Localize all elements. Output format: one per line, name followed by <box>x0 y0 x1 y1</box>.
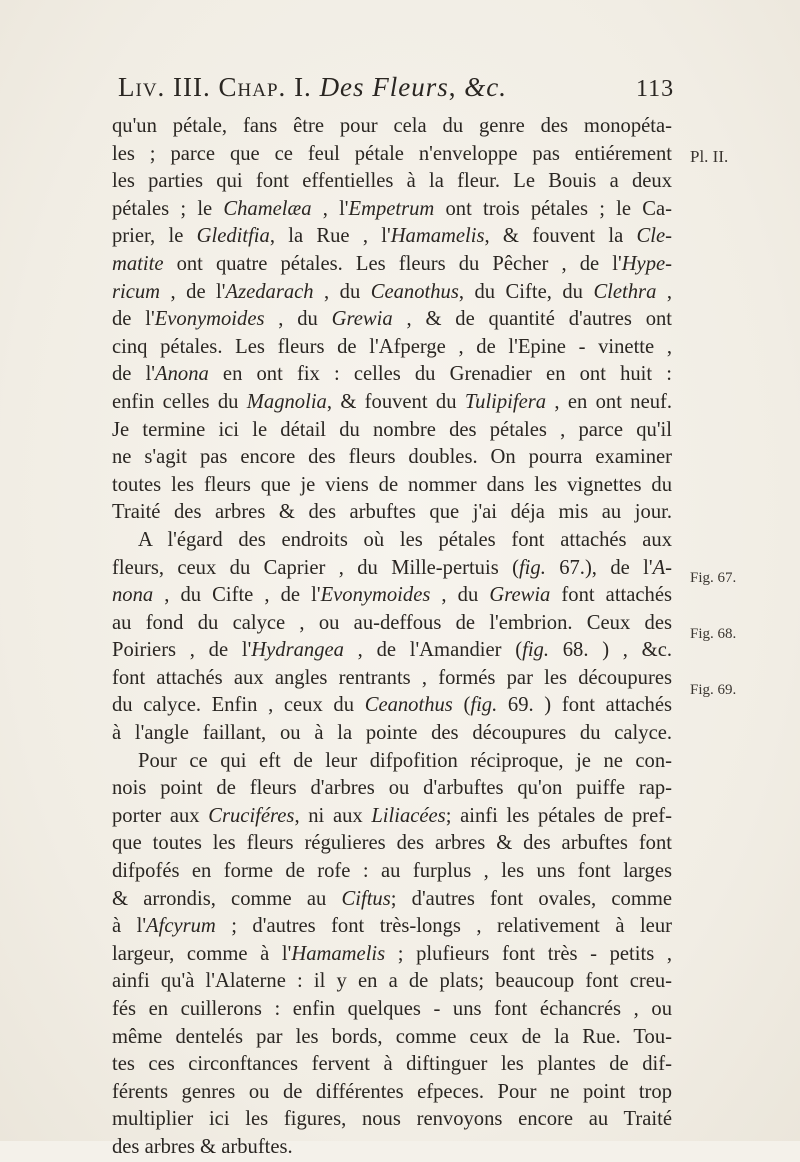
text-line <box>112 444 672 472</box>
chapter-number: I. <box>294 72 312 102</box>
text-line <box>112 141 672 169</box>
text-line <box>112 886 672 914</box>
text-run: , l' <box>311 197 349 220</box>
text-run: en ont fix : celles du Grenadier en ont huit : <box>208 363 672 386</box>
text-run: ont quatre pétales. Les fleurs du Pêcher , de l' <box>163 252 622 275</box>
text-run: , du <box>430 584 490 607</box>
text-run: fleurs, ceux du Caprier , du Mille-pertuis ( <box>112 556 519 579</box>
text-line <box>112 665 672 693</box>
italic-term: Ceanothus <box>370 280 459 303</box>
text-line <box>112 582 672 610</box>
italic-term: Cle- <box>636 225 672 248</box>
text-run: , en ont neuf. <box>546 390 673 413</box>
text-run: à l' <box>112 915 147 938</box>
text-line <box>112 913 672 941</box>
text-run: du calyce. Enfin , ceux du <box>112 694 365 717</box>
italic-term: Tulipifera <box>464 390 547 413</box>
italic-term: Evonymoides <box>320 584 431 607</box>
text-line <box>112 555 672 583</box>
text-run: , & fouvent du <box>326 390 465 413</box>
margin-fig-67: Fig. 67. <box>690 570 737 586</box>
text-line <box>112 223 672 251</box>
text-run: Poiriers , de l' <box>112 639 252 662</box>
text-line <box>112 251 672 279</box>
text-run: ; d'autres font ovales, comme <box>390 887 672 910</box>
running-head <box>118 72 678 103</box>
text-run: ; d'autres font très-longs , relativement à leur <box>215 915 672 938</box>
italic-term: ricum <box>112 280 161 303</box>
italic-term: Afcyrum <box>146 915 216 938</box>
italic-term: Grewia <box>489 584 551 607</box>
text-run: Traité des arbres & des arbuftes que j'ai déja mis au jour. <box>112 501 672 524</box>
text-run: que toutes les fleurs régulieres des arbres & des arbuftes font <box>112 832 672 855</box>
text-run: , & fouvent la <box>484 225 637 248</box>
text-run: les parties qui font effentielles à la fleur. Le Bouis a deux <box>112 170 672 193</box>
text-run: de l' <box>112 363 156 386</box>
text-line <box>112 692 672 720</box>
text-run: enfin celles du <box>112 390 247 413</box>
italic-term: fig. <box>470 694 498 717</box>
text-line <box>112 306 672 334</box>
italic-term: nona <box>112 584 154 607</box>
margin-fig-68: Fig. 68. <box>690 626 737 642</box>
body-text <box>112 113 672 1162</box>
chapter-title: Des Fleurs <box>319 72 449 102</box>
text-run: multiplier ici les figures, nous renvoyons encore au Traité <box>112 1108 672 1131</box>
italic-term: fig. <box>522 639 549 662</box>
text-run: difpofés en forme de rofe : au furplus , les uns font larges <box>112 860 672 883</box>
text-line <box>112 1079 672 1107</box>
text-line <box>112 168 672 196</box>
italic-term: Hamamelis <box>390 225 485 248</box>
text-run: , la Rue , l' <box>269 225 391 248</box>
text-run: toutes les fleurs que je viens de nommer dans les vignettes du <box>112 473 672 496</box>
text-run: , & de quantité d'autres ont <box>392 308 673 331</box>
text-run: à l'angle faillant, ou à la pointe des découpures du calyce. <box>112 722 672 745</box>
text-line <box>112 775 672 803</box>
text-run: , <box>656 280 672 303</box>
text-run: font attachés <box>550 584 672 607</box>
italic-term: Liliacées <box>371 804 446 827</box>
italic-term: Empetrum <box>348 197 435 220</box>
text-line <box>112 196 672 224</box>
text-run: font attachés aux angles rentrants , formés par les découpures <box>112 666 672 689</box>
text-run: pétales ; le <box>112 197 224 220</box>
text-line <box>112 941 672 969</box>
text-line <box>112 527 672 555</box>
text-run: porter aux <box>112 804 209 827</box>
text-line <box>112 637 672 665</box>
margin-plate-ref: Pl. II. <box>690 147 729 166</box>
text-line <box>112 389 672 417</box>
text-run: ( <box>452 694 471 717</box>
text-line <box>112 334 672 362</box>
text-run: Pour ce qui eft de leur difpofition réciproque, je ne con- <box>138 749 672 772</box>
text-run: Je termine ici le détail du nombre des pétales , parce qu'il <box>112 418 672 441</box>
text-run: , du Cifte , de l' <box>153 584 321 607</box>
text-run: qu'un pétale, fans être pour cela du genre des monopéta- <box>112 115 672 137</box>
text-run: fés en cuillerons : enfin quelques - uns font échancrés , ou <box>112 998 672 1020</box>
book-number: III. <box>173 72 211 102</box>
text-run: , du Cifte, du <box>458 280 594 303</box>
text-line <box>112 803 672 831</box>
chapter-label: Chap. <box>218 72 287 102</box>
text-line <box>112 279 672 307</box>
italic-term: Ciftus <box>341 887 391 910</box>
book-label: Liv. <box>118 72 166 102</box>
text-run: , de l' <box>160 280 226 303</box>
text-run: au fond du calyce , ou au-deffous de l'embrion. Ceux des <box>112 611 672 634</box>
text-run: ; plufieurs font très - petits , <box>385 942 672 965</box>
text-line <box>112 996 672 1024</box>
text-run: ne s'agit pas encore des fleurs doubles. On pourra examiner <box>112 446 672 469</box>
text-run: des arbres & arbuftes. <box>112 1135 293 1158</box>
chapter-title-tail: &c. <box>464 72 508 102</box>
text-run: A l'égard des endroits où les pétales font attachés aux <box>138 528 672 551</box>
italic-term: Hydrangea <box>251 639 344 662</box>
italic-term: A- <box>652 556 672 579</box>
text-run: , du <box>313 280 371 303</box>
italic-term: Chamelæa <box>223 197 312 220</box>
text-run: férents genres ou de différentes efpeces. Pour ne point trop <box>112 1080 672 1103</box>
text-run: 68. ) , &c. <box>549 639 672 662</box>
text-run: cinq pétales. Les fleurs de l'Afperge , de l'Epine - vinette , <box>112 335 672 358</box>
italic-term: Hype- <box>621 252 672 275</box>
margin-fig-69: Fig. 69. <box>690 682 737 698</box>
text-line <box>112 417 672 445</box>
text-line <box>112 830 672 858</box>
text-run: ; ainfi les pétales de pref- <box>445 804 672 827</box>
text-run: ont trois pétales ; le Ca- <box>434 197 672 220</box>
italic-term: fig. <box>518 556 546 579</box>
text-run: 67.), de l' <box>545 556 653 579</box>
text-run: nois point de fleurs d'arbres ou d'arbuftes qu'on puiffe rap- <box>112 777 672 800</box>
text-line <box>112 113 672 141</box>
text-line <box>112 472 672 500</box>
page-number: 113 <box>636 76 675 102</box>
text-line <box>112 720 672 748</box>
text-run: & arrondis, comme au <box>112 887 342 910</box>
text-line <box>112 968 672 996</box>
text-run: 69. ) font attachés <box>497 694 672 717</box>
italic-term: Hamamelis <box>291 942 386 965</box>
text-line <box>112 858 672 886</box>
italic-term: Clethra <box>593 280 657 303</box>
italic-term: Gleditfia <box>196 225 270 248</box>
text-run: prier, le <box>112 225 197 248</box>
text-line <box>112 748 672 776</box>
text-run: de l' <box>112 308 155 331</box>
text-run: ainfi qu'à l'Alaterne : il y en a de plats; beaucoup font creu- <box>112 970 672 993</box>
text-line <box>112 361 672 389</box>
text-run: même dentelés par les bords, comme ceux de la Rue. Tou- <box>112 1025 672 1048</box>
text-run: les ; parce que ce feul pétale n'enveloppe pas entiérement <box>112 142 672 165</box>
italic-term: Anona <box>155 363 209 386</box>
text-line <box>112 499 672 527</box>
text-run: largeur, comme à l' <box>112 942 292 965</box>
italic-term: Ceanothus <box>364 694 453 717</box>
text-line <box>112 1051 672 1079</box>
italic-term: Cruciféres <box>208 804 295 827</box>
text-run: tes ces circonftances fervent à diftinguer les plantes de dif- <box>112 1053 672 1076</box>
chapter-title-separator: , <box>448 72 457 102</box>
italic-term: Grewia <box>331 308 393 331</box>
text-line <box>112 1024 672 1052</box>
text-run: , de l'Amandier ( <box>343 639 523 662</box>
text-line <box>112 1134 672 1162</box>
italic-term: Evonymoides <box>154 308 265 331</box>
italic-term: matite <box>112 252 164 275</box>
italic-term: Azedarach <box>225 280 314 303</box>
text-run: , du <box>264 308 332 331</box>
text-line <box>112 610 672 638</box>
italic-term: Magnolia <box>246 390 327 413</box>
text-line <box>112 1106 672 1134</box>
text-run: , ni aux <box>294 804 372 827</box>
